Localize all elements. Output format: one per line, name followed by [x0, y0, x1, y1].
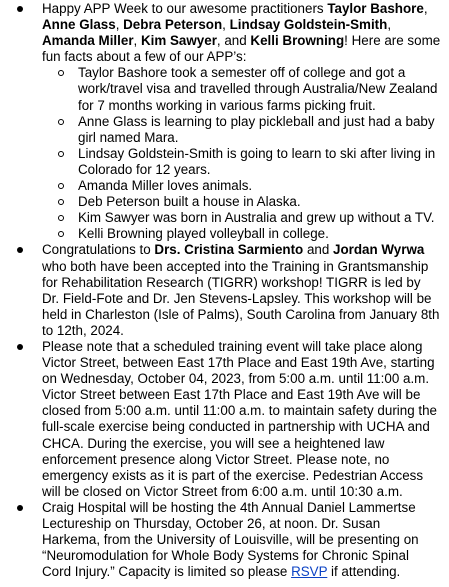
lectureship-text: Craig Hospital will be hosting the 4th Annual Daniel Lammertse Lectureship on Thursday, October 26, at noon. Dr. Susan Harkema, from the University of Louisville, will be presenting on “Neuromodulation for Whole Body Systems for Chronic Spinal Cord Injury.” Capacity is limited so please	[42, 499, 419, 580]
separator-text: ,	[387, 17, 392, 33]
lectureship-text-end: if attending.	[327, 564, 401, 580]
list-item-lectureship	[42, 500, 441, 580]
name-anne-glass: Anne Glass	[42, 17, 116, 33]
separator-text: ,	[222, 17, 230, 33]
name-amanda-miller: Amanda Miller	[42, 33, 134, 49]
name-kelli-browning: Kelli Browning	[250, 33, 345, 49]
separator-text: ,	[133, 33, 141, 49]
fun-fact-item: Lindsay Goldstein-Smith is going to learn to ski after living in Colorado for 12 years.	[78, 146, 441, 178]
fun-fact-item: Kelli Browning played volleyball in college.	[78, 226, 441, 242]
separator-text: ,	[423, 1, 428, 16]
training-event-text: Please note that a scheduled training event will take place along Victor Street, between East 17th Place and East 19th Ave, starting on Wednesday, October 04, 2023, from 5:00 a.m. until 11:00 a.m. Victor Street between East 17th Place and East 19th Ave will be closed from 5:00 a.m. until 11:00 a.m. to maintain safety during the full-scale exercise being conducted in partnership with UCHA and CHCA. During the exercise, you will see a heightened law enforcement presence along Victor Street. Please note, no emergency exists as it is part of the exercise. Pedestrian Access will be closed on Victor Street from 6:00 a.m. until 10:30 a.m.	[42, 338, 437, 499]
practitioners-text: Happy APP Week to our awesome practitioners	[42, 1, 328, 16]
separator-text: , and	[216, 33, 251, 49]
list-item-tigrr	[42, 242, 441, 339]
name-lindsay-goldstein-smith: Lindsay Goldstein-Smith	[229, 17, 388, 33]
separator-text: ,	[115, 17, 124, 33]
tigrr-text: Congratulations to	[42, 242, 155, 258]
announcement-list	[0, 1, 441, 580]
list-item-training-event	[42, 339, 441, 500]
name-cristina-sarmiento: Drs. Cristina Sarmiento	[154, 242, 304, 258]
fun-fact-item: Kim Sawyer was born in Australia and grew up without a TV.	[78, 210, 441, 226]
rsvp-link[interactable]: RSVP	[291, 564, 328, 580]
fun-fact-item: Deb Peterson built a house in Alaska.	[78, 194, 441, 210]
name-jordan-wyrwa: Jordan Wyrwa	[333, 242, 425, 258]
fun-fact-item: Taylor Bashore took a semester off of college and got a work/travel visa and travelled through Australia/New Zealand for 7 months working in various farms picking fruit.	[78, 65, 441, 113]
practitioners-text-end: ! Here are some fun facts about a few of our APP’s:	[42, 33, 441, 65]
tigrr-text-end: who both have been accepted into the Training in Grantsmanship for Rehabilitation Research (TIGRR) workshop! TIGRR is led by Dr. Field-Fote and Dr. Jen Stevens-Lapsley. This workshop will be held in Charleston (Isle of Palms), South Carolina from January 8th to 12th, 2024.	[42, 258, 440, 338]
fun-fact-item: Amanda Miller loves animals.	[78, 178, 441, 194]
name-debra-peterson: Debra Peterson	[123, 17, 223, 33]
fun-fact-item: Anne Glass is learning to play pickleball and just had a baby girl named Mara.	[78, 114, 441, 146]
fun-facts-list	[42, 65, 441, 242]
tigrr-text: and	[303, 242, 334, 258]
name-taylor-bashore: Taylor Bashore	[327, 1, 424, 16]
name-kim-sawyer: Kim Sawyer	[140, 33, 217, 49]
list-item-app-week	[42, 1, 441, 242]
